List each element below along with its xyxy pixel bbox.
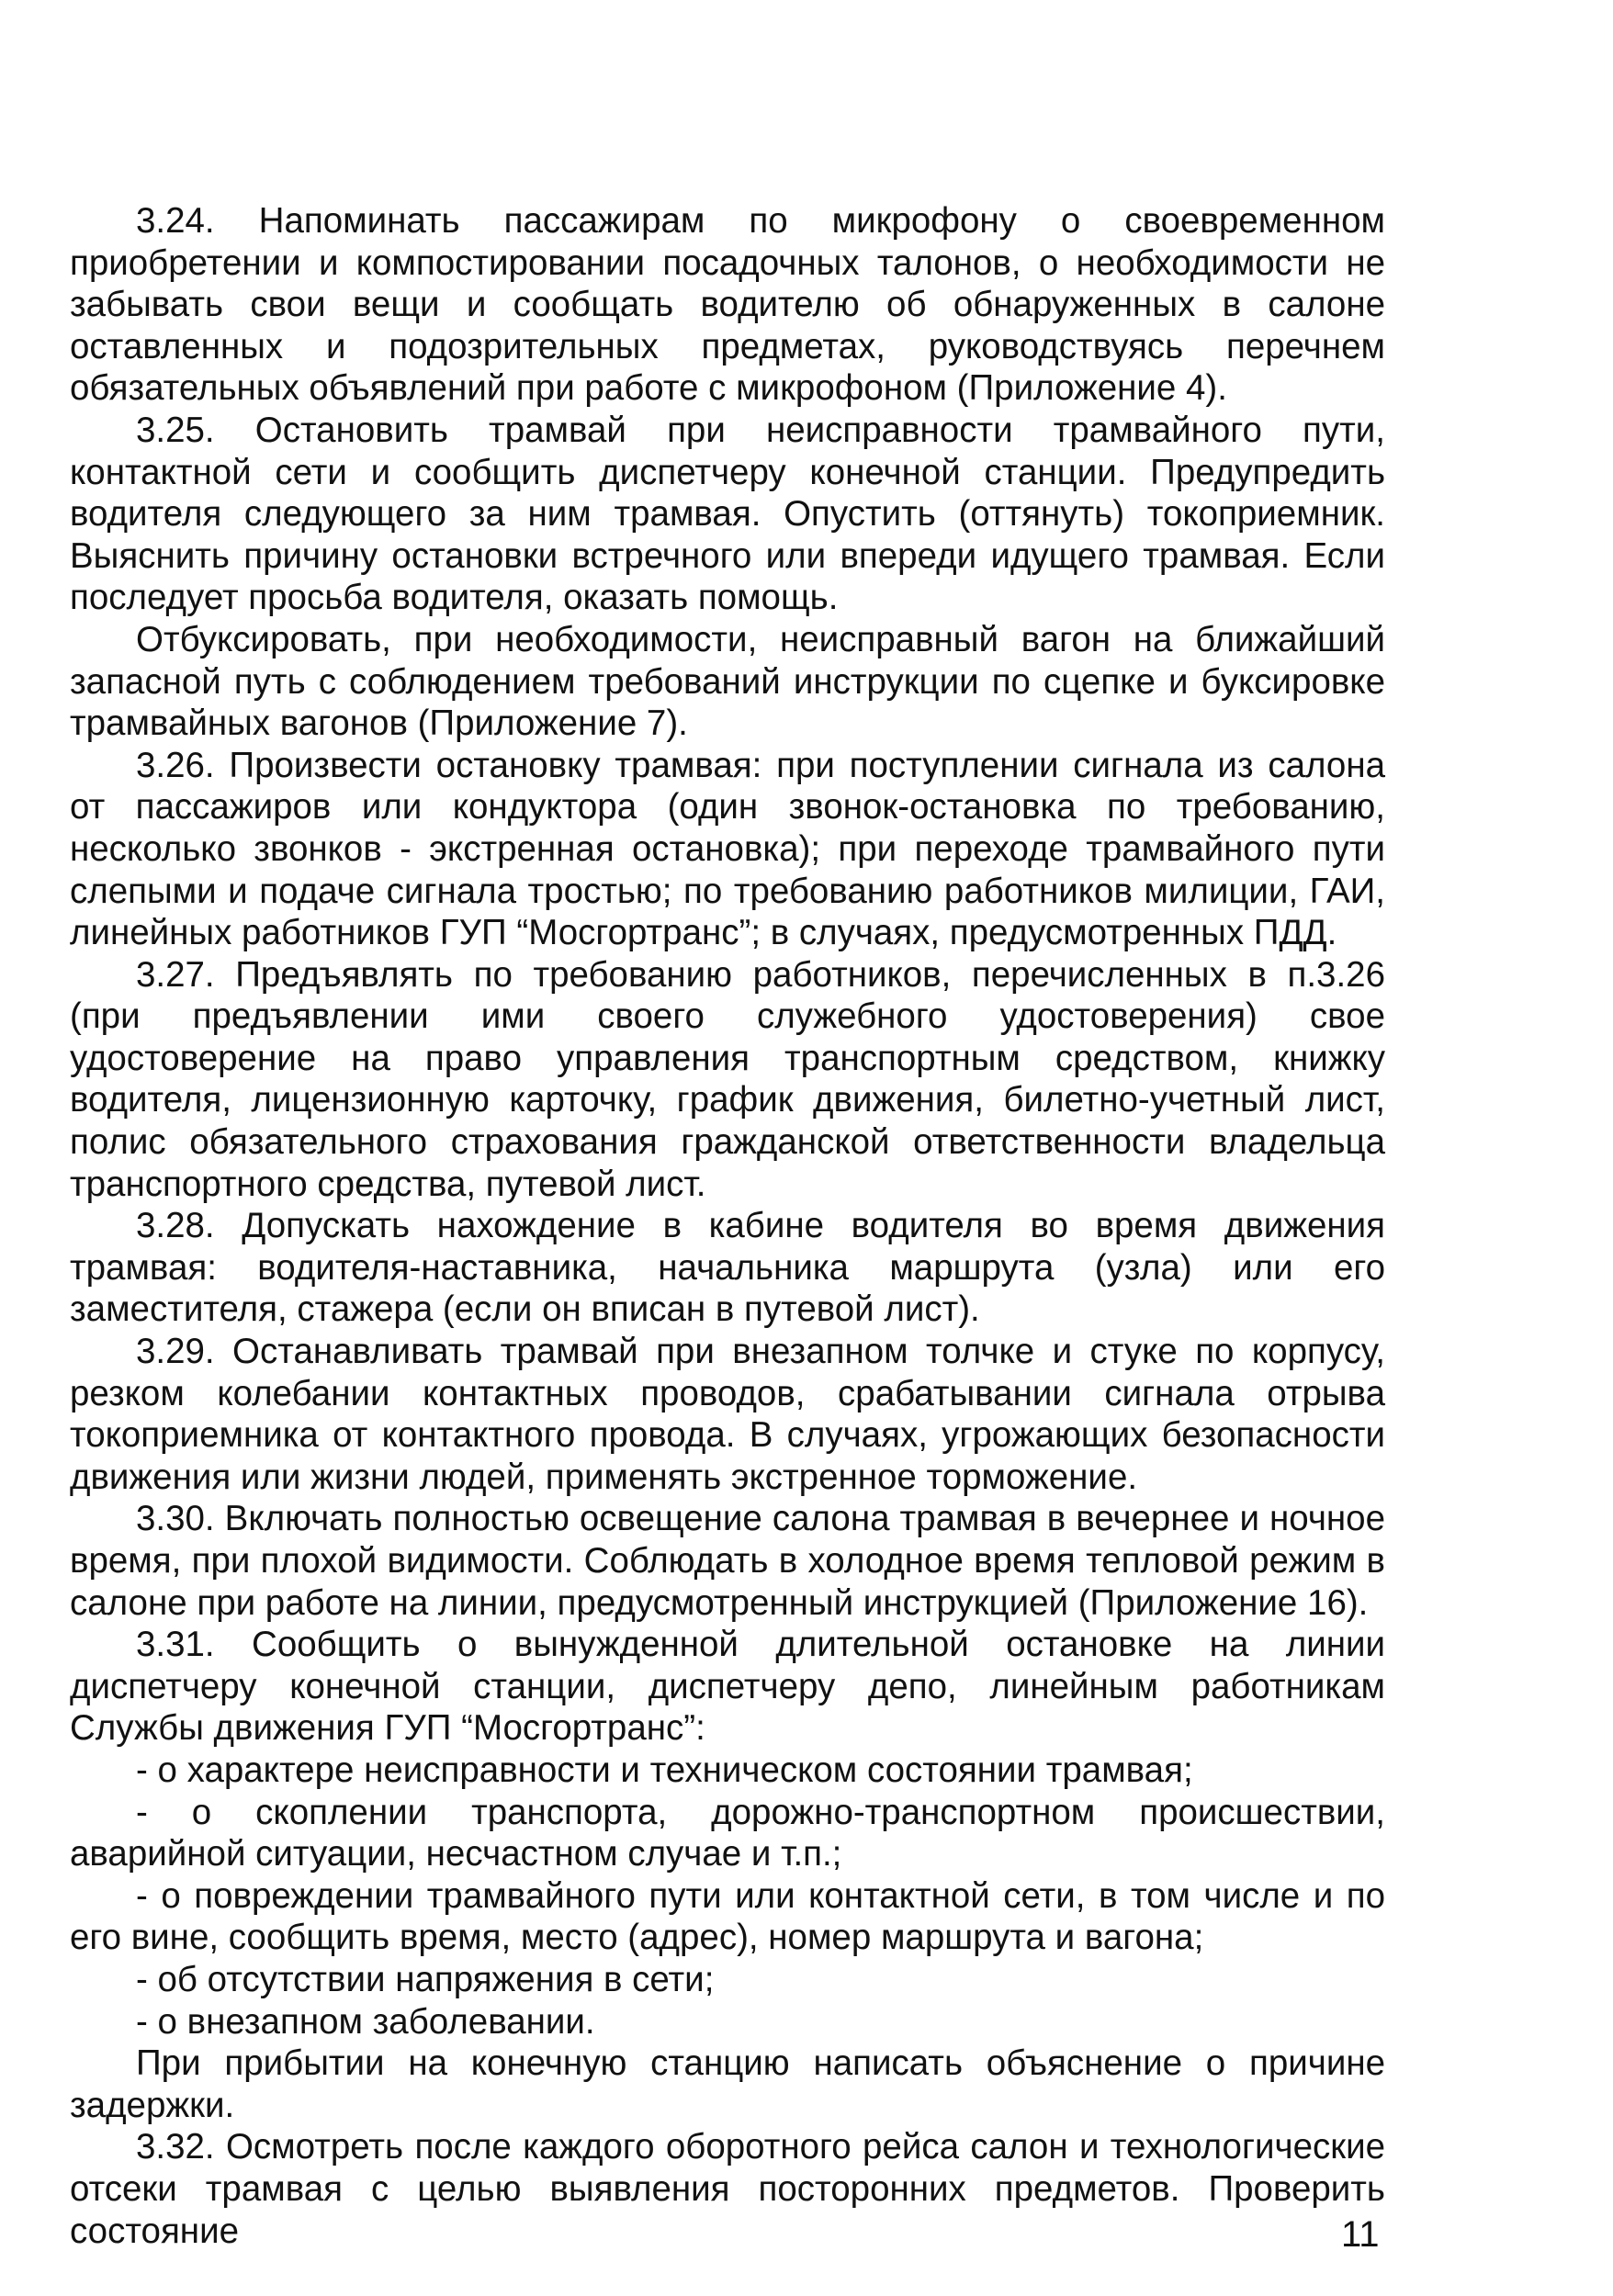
list-item: - о повреждении трамвайного пути или контактной сети, в том числе и по его вине, сообщить время, место (адрес), номер маршрута и вагона; — [70, 1875, 1385, 1958]
paragraph-3-24: 3.24. Напоминать пассажирам по микрофону о своевременном приобретении и компостировании посадочных талонов, о необходимости не забывать свои вещи и сообщать водителю об обнаруженных в салоне оставленных и подозрительных предметах, руководствуясь перечнем обязательных объявлений при работе с микрофоном (Приложение 4). — [70, 201, 1385, 409]
paragraph-towing: Отбуксировать, при необходимости, неисправный вагон на ближайший запасной путь с соблюдением требований инструкции по сцепке и буксировке трамвайных вагонов (Приложение 7). — [70, 619, 1385, 744]
paragraph-3-28: 3.28. Допускать нахождение в кабине водителя во время движения трамвая: водителя-наставника, начальника маршрута (узла) или его заместителя, стажера (если он вписан в путевой лист). — [70, 1206, 1385, 1330]
paragraph-arrival: При прибытии на конечную станцию написать объяснение о причине задержки. — [70, 2043, 1385, 2125]
list-item: - о характере неисправности и техническом состоянии трамвая; — [136, 1750, 1193, 1790]
list-item: - о внезапном заболевании. — [136, 2001, 595, 2042]
list-item: - об отсутствии напряжения в сети; — [136, 1959, 715, 1999]
report-list — [70, 1750, 1385, 2043]
list-item: - о скоплении транспорта, дорожно-транспортном происшествии, аварийной ситуации, несчастном случае и т.п.; — [70, 1792, 1385, 1874]
paragraph-3-31: 3.31. Сообщить о вынужденной длительной остановке на линии диспетчеру конечной станции, диспетчеру депо, линейным работникам Службы движения ГУП “Мосгортранс”: — [70, 1625, 1385, 1749]
paragraph-3-32: 3.32. Осмотреть после каждого оборотного рейса салон и технологические отсеки трамвая с целью выявления посторонних предметов. Проверить состояние — [70, 2127, 1385, 2251]
paragraph-3-27: 3.27. Предъявлять по требованию работников, перечисленных в п.3.26 (при предъявлении ими своего служебного удостоверения) свое удостоверение на право управления транспортным средством, книжку водителя, лицензионную карточку, график движения, билетно-учетный лист, полис обязательного страхования гражданской ответственности владельца транспортного средства, путевой лист. — [70, 954, 1385, 1204]
paragraph-3-29: 3.29. Останавливать трамвай при внезапном толчке и стуке по корпусу, резком колебании контактных проводов, срабатывании сигнала отрыва токоприемника от контактного провода. В случаях, угрожающих безопасности движения или жизни людей, применять экстренное торможение. — [70, 1332, 1385, 1497]
page-number: 11 — [1341, 2214, 1380, 2255]
paragraph-3-25: 3.25. Остановить трамвай при неисправности трамвайного пути, контактной сети и сообщить диспетчеру конечной станции. Предупредить водителя следующего за ним трамвая. Опустить (оттянуть) токоприемник. Выяснить причину остановки встречного или впереди идущего трамвая. Если последует просьба водителя, оказать помощь. — [70, 410, 1385, 618]
paragraph-3-30: 3.30. Включать полностью освещение салона трамвая в вечернее и ночное время, при плохой видимости. Соблюдать в холодное время тепловой режим в салоне при работе на линии, предусмотренный инструкцией (Приложение 16). — [70, 1499, 1385, 1623]
body-text — [70, 200, 1385, 2252]
paragraph-3-26: 3.26. Произвести остановку трамвая: при поступлении сигнала из салона от пассажиров или кондуктора (один звонок-остановка по требованию, несколько звонков - экстренная остановка); при переходе трамвайного пути слепыми и подаче сигнала тростью; по требованию работников милиции, ГАИ, линейных работников ГУП “Мосгортранс”; в случаях, предусмотренных ПДД. — [70, 745, 1385, 953]
